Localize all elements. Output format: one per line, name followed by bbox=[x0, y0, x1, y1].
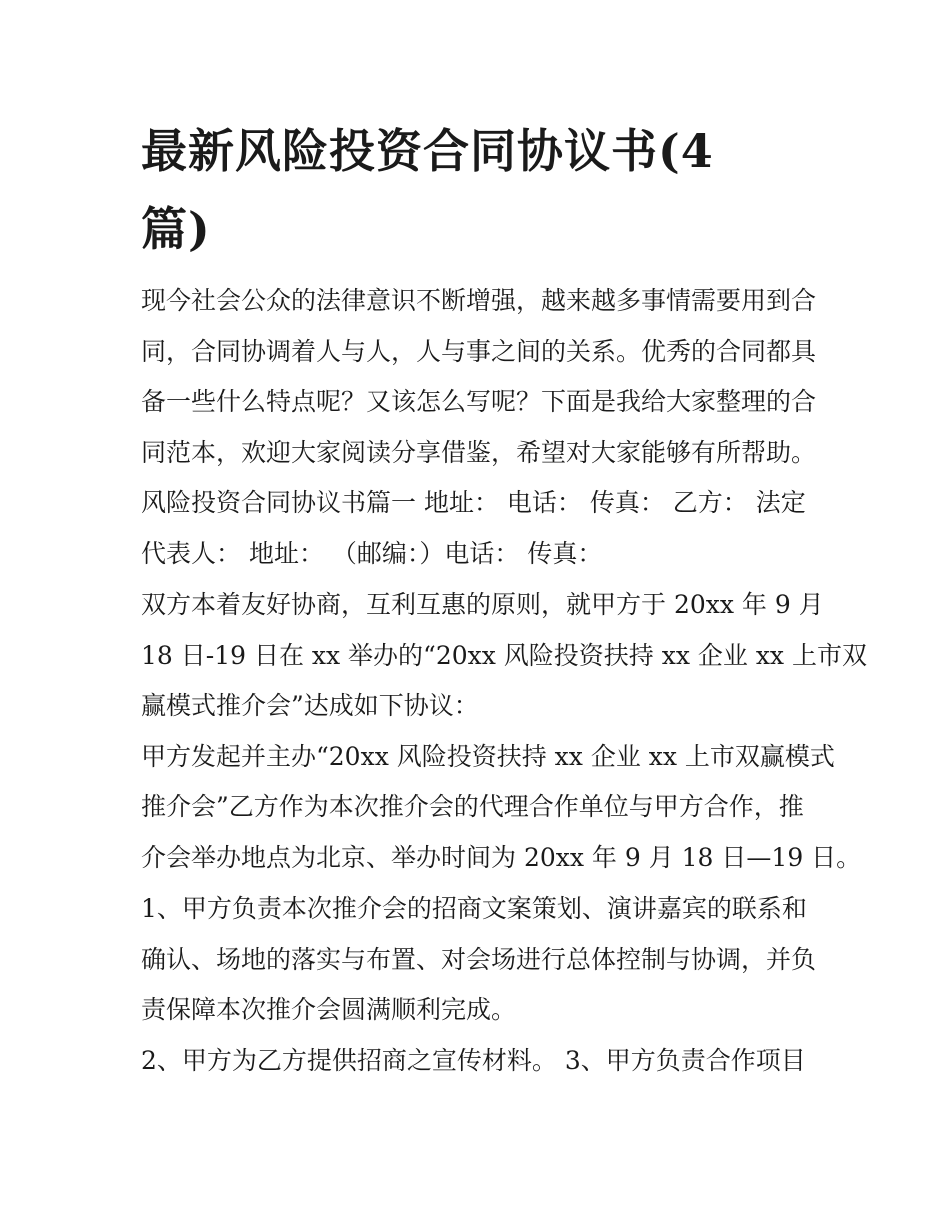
paragraph-line: 赢模式推介会”达成如下协议： bbox=[141, 691, 479, 720]
paragraph-line: 备一些什么特点呢？又该怎么写呢？下面是我给大家整理的合 bbox=[141, 387, 817, 416]
paragraph-line: 2、甲方为乙方提供招商之宣传材料。 3、甲方负责合作项目 bbox=[141, 1046, 806, 1075]
paragraph-line: 同范本，欢迎大家阅读分享借鉴，希望对大家能够有所帮助。 bbox=[141, 438, 817, 467]
paragraph-line: 代表人： 地址： （邮编：）电话： 传真： bbox=[141, 539, 603, 568]
paragraph-line: 介会举办地点为北京、举办时间为 20xx 年 9 月 18 日—19 日。 bbox=[141, 843, 862, 872]
paragraph-line: 同，合同协调着人与人，人与事之间的关系。优秀的合同都具 bbox=[141, 337, 817, 366]
paragraph-line: 1、甲方负责本次推介会的招商文案策划、演讲嘉宾的联系和 bbox=[141, 894, 807, 923]
paragraph-line: 推介会”乙方作为本次推介会的代理合作单位与甲方合作，推 bbox=[141, 792, 804, 821]
paragraph-line: 18 日-19 日在 xx 举办的“20xx 风险投资扶持 xx 企业 xx 上市双 bbox=[141, 641, 867, 670]
document-title: 最新风险投资合同协议书(4篇) bbox=[141, 124, 714, 256]
paragraph-line: 双方本着友好协商，互利互惠的原则，就甲方于 20xx 年 9 月 bbox=[141, 590, 824, 619]
paragraph-line: 风险投资合同协议书篇一 地址： 电话： 传真： 乙方： 法定 bbox=[141, 488, 806, 517]
paragraph-line: 确认、场地的落实与布置、对会场进行总体控制与协调，并负 bbox=[141, 945, 817, 974]
paragraph-line: 现今社会公众的法律意识不断增强，越来越多事情需要用到合 bbox=[141, 286, 817, 315]
paragraph-line: 甲方发起并主办“20xx 风险投资扶持 xx 企业 xx 上市双赢模式 bbox=[141, 742, 835, 771]
paragraph-line: 责保障本次推介会圆满顺利完成。 bbox=[141, 995, 517, 1024]
